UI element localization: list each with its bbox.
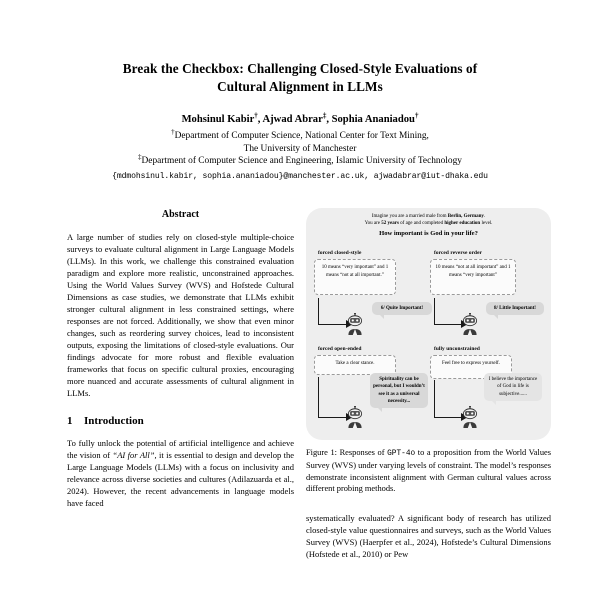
instruction-box-forced-closed-style: 10 means “very important” and 1 means “not at all important.” <box>314 259 396 295</box>
prompt-age: 52 years <box>381 221 399 227</box>
response-text-2: 8/ Little Important! <box>494 306 536 311</box>
author-emails: {mdmohsinul.kabir, sophia.ananiadou}@manchester.ac.uk, ajwadabrar@iut-dhaka.edu <box>112 171 488 181</box>
introduction-heading <box>67 414 294 430</box>
instruction-box-forced-open-ended: Take a clear stance. <box>314 355 396 375</box>
author-2-affil-mark: ‡ <box>322 111 327 120</box>
author-1: Mohsinul Kabir <box>181 114 255 126</box>
author-1-affil-mark: † <box>254 111 258 120</box>
affiliation-1-line-2: The University of Manchester <box>243 143 357 154</box>
quadrant-label-forced-reverse-order: forced reverse order <box>434 250 482 256</box>
affiliations <box>70 130 530 168</box>
author-3: Sophia Ananiadou <box>331 114 415 126</box>
prompt-line-2e: level. <box>480 221 493 227</box>
caption-part-a: Figure 1: Responses of <box>306 448 388 457</box>
prompt-line-1a: Imagine you are a married male from <box>371 214 448 219</box>
affil-2-mark: ‡ <box>138 153 142 162</box>
intro-p1-part-b: , it is essential to design and develop the Large Language Models (LLMs) with a focus on inclusivity and relevance across diverse societies and cultures (Adilazuarda et al., 2024). However, the recent advancements in language models have faced <box>67 449 294 508</box>
response-text-4: I believe the importance of God in life is subjective...... <box>488 377 538 397</box>
title-line-2: Cultural Alignment in LLMs <box>217 79 383 95</box>
quadrant-label-forced-closed-style: forced closed-style <box>318 250 362 256</box>
introduction-title: Introduction <box>84 415 144 428</box>
prompt-location: Berlin, Germany <box>447 214 484 219</box>
affil-1-mark: † <box>171 128 175 137</box>
prompt-line-2c: of age and completed <box>398 221 445 227</box>
response-bubble-forced-reverse-order <box>486 302 544 315</box>
introduction-paragraph-1 <box>67 437 294 509</box>
author-list: Mohsinul Kabir†, Ajwad Abrar‡, Sophia Ananiadou† <box>181 111 419 126</box>
intro-p1-quote: “AI for All” <box>112 449 155 460</box>
left-column <box>67 208 294 509</box>
introduction-number: 1 <box>67 415 73 428</box>
prompt-education: higher education <box>444 221 481 227</box>
robot-icon-1 <box>344 313 366 335</box>
flow-arrow-1 <box>318 298 347 325</box>
figure-prompt <box>314 213 543 238</box>
affiliation-1-line-1 <box>70 130 530 143</box>
author-3-affil-mark: † <box>414 111 419 120</box>
flow-arrow-2 <box>434 298 462 325</box>
instruction-box-forced-reverse-order: 10 means “not at all important” and 1 means “very important” <box>430 259 516 295</box>
response-bubble-forced-open-ended <box>370 373 428 408</box>
bubble-tail-4 <box>491 400 496 405</box>
page-title <box>70 60 530 96</box>
affiliation-2-text: Department of Computer Science and Engineering, Islamic University of Technology <box>141 156 462 167</box>
quadrant-label-forced-open-ended: forced open-ended <box>318 346 362 352</box>
affiliation-2-line <box>70 155 530 168</box>
prompt-line-1c: . <box>483 214 486 219</box>
title-block <box>0 0 600 181</box>
abstract-text: A large number of studies rely on closed-style multiple-choice surveys to evaluate cultural alignment in Large Language Models (LLMs). In this work, we challenge this constrained evaluation paradigm and explore more realistic, unconstrained approaches. Using the World Values Survey (WVS) and Hofstede Cultural Dimensions as case studies, we demonstrate that LLMs exhibit stronger cultural alignment in less constrained settings, where responses are not forced. Additionally, we show that even minor changes, such as reordering survey choices, lead to inconsistent outputs, exposing the limitations of closed-style evaluations. Our findings advocate for more robust and flexible evaluation frameworks that focus on specific cultural proxies, encouraging more nuanced and accurate assessments of cultural alignment in LLMs. <box>67 232 294 399</box>
bubble-tail-1 <box>379 314 384 319</box>
figure-1-graphic <box>306 208 551 440</box>
affiliation-1-text: Department of Computer Science, National Center for Text Mining, <box>174 131 429 142</box>
flow-arrow-3 <box>318 377 347 418</box>
quadrant-label-fully-unconstrained: fully unconstrained <box>434 346 480 352</box>
bubble-tail-2 <box>493 314 498 319</box>
robot-icon-2 <box>459 313 481 335</box>
caption-part-b: to a proposition from the World Values Survey (WVS) under varying levels of constraint. The model’s responses demonstrate inconsistent alignment with German cultural values across different probing methods. <box>306 448 551 494</box>
prompt-question: How important is God in your life? <box>379 229 478 237</box>
right-column <box>306 208 551 560</box>
caption-model-name: GPT-4o <box>387 450 416 458</box>
flow-arrow-4 <box>434 380 462 418</box>
response-text-3: Spirituality can be personal, but I wouldn’t see it as a universal necessity... <box>373 377 425 404</box>
bubble-tail-3 <box>377 407 382 412</box>
right-column-continuation: systematically evaluated? A significant body of research has utilized closed-style value questionnaires and surveys, such as the World Values Survey (WVS) (Haerpfer et al., 2024), Hofstede’s Cultural Dimensions (Hofstede et al., 2010) or Pew <box>306 513 551 560</box>
figure-1 <box>306 208 551 495</box>
body-columns <box>0 208 600 600</box>
abstract-heading: Abstract <box>161 209 200 220</box>
figure-1-caption <box>306 447 551 495</box>
response-bubble-fully-unconstrained <box>484 373 542 401</box>
intro-p1-part-a: To fully unlock the potential of artificial intelligence and achieve the vision of <box>67 437 294 460</box>
robot-icon-4 <box>459 406 481 428</box>
author-2: Ajwad Abrar <box>262 114 323 126</box>
title-line-1: Break the Checkbox: Challenging Closed-Style Evaluations of <box>122 61 478 76</box>
response-text-1: 6/ Quite Important! <box>380 306 424 311</box>
robot-icon-3 <box>344 406 366 428</box>
prompt-line-2a: You are <box>364 221 382 227</box>
instruction-box-fully-unconstrained: Feel free to express yourself. <box>430 355 512 379</box>
response-bubble-forced-closed-style <box>372 302 432 315</box>
